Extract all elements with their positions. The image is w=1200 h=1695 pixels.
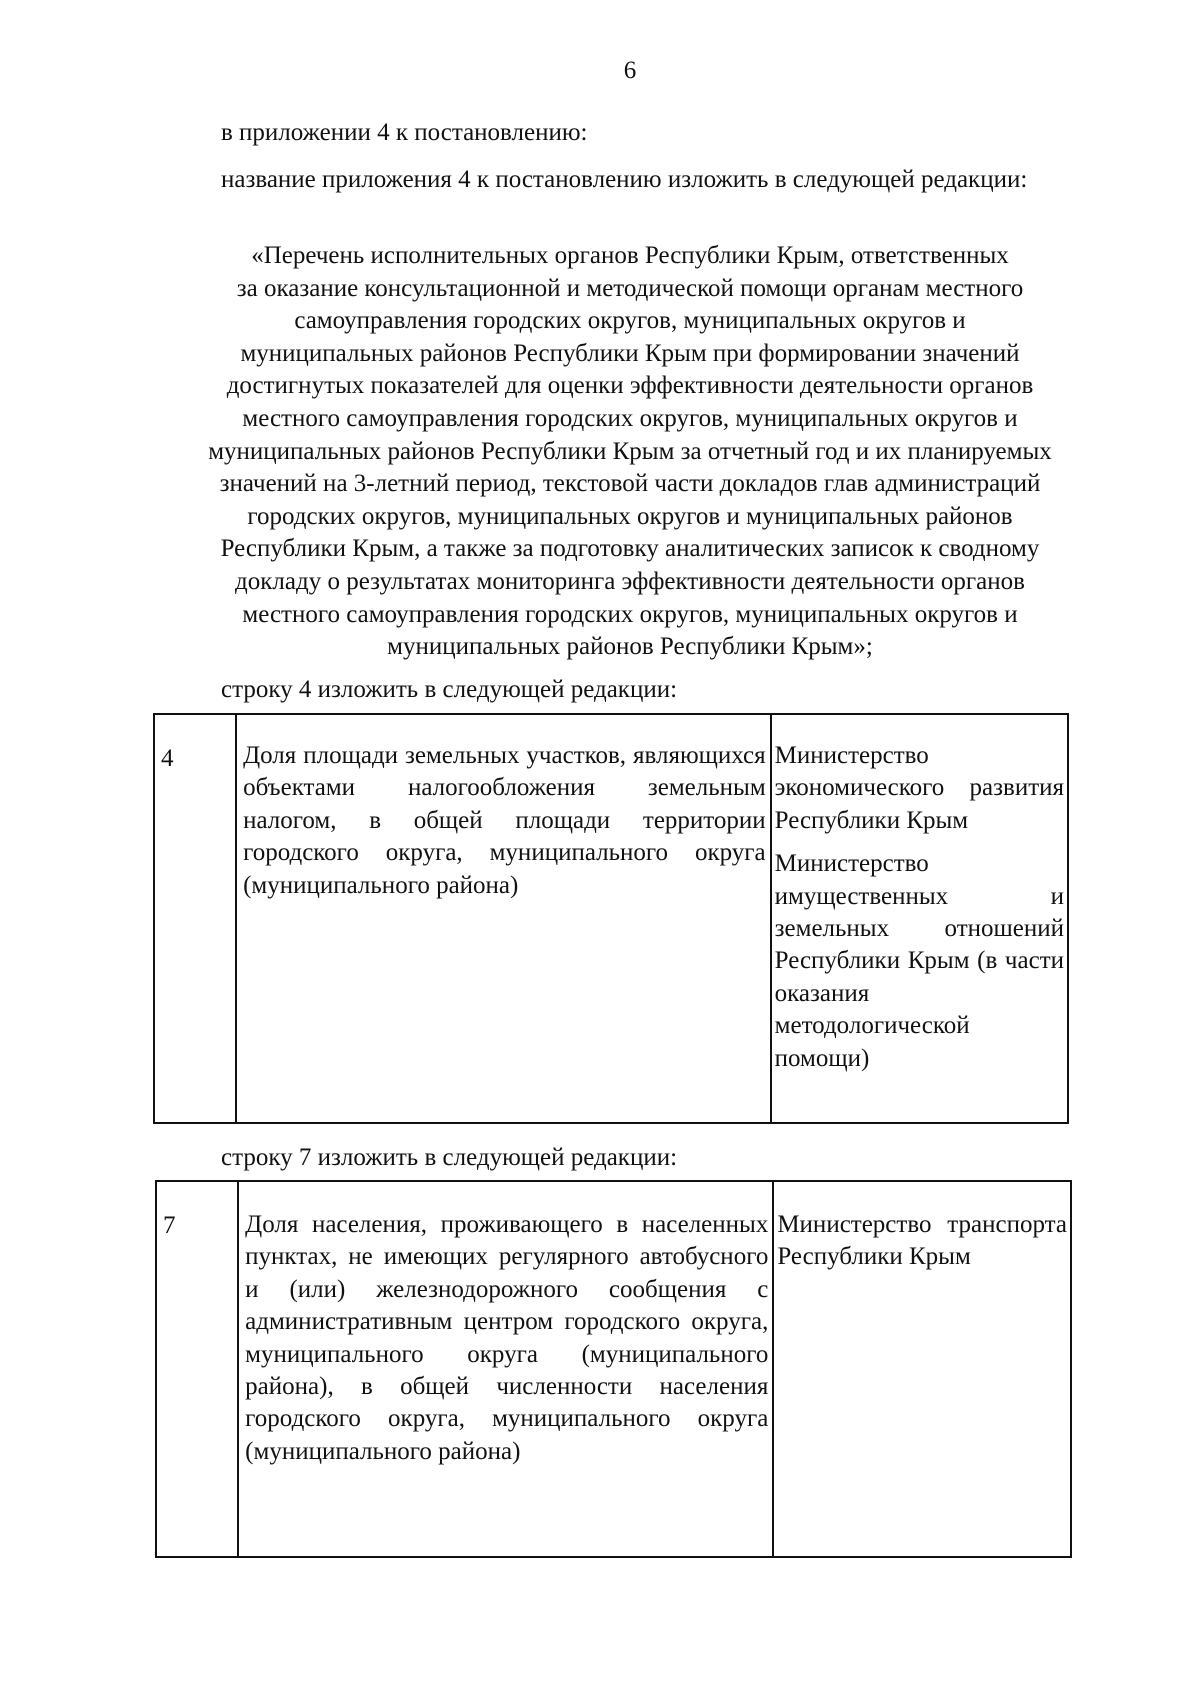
page-number: 6 [623,57,637,84]
rename-instruction-text: название приложения 4 к постановлению изложить в следующей редакции: [221,166,1028,193]
table-row [154,714,1068,1123]
responsible-ministry: Министерство имущественных и земельных отношений Республики Крым (в части оказания методологической помощи) [774,850,1064,1072]
indicator-cell [238,1181,773,1557]
responsible-ministry: Министерство транспорта Республики Крым [777,1211,1067,1271]
row-number-cell [156,1181,238,1557]
appendix-new-title [150,240,1110,664]
title-line: городских округов, муниципальных округов и муниципальных районов [247,502,1013,530]
indicator-text: Доля населения, проживающего в населенных пунктах, не имеющих регулярного автобусного и (или) железнодорожного сообщения с административным центром городского округа, муниципального округа (муниципального района), в общей численности населения городского округа, муниципального округа (муниципального района) [245,1211,769,1465]
title-line: муниципальных районов Республики Крым за отчетный год и их планируемых [208,437,1052,465]
row-number: 4 [161,745,174,772]
title-line: достигнутых показателей для оценки эффективности деятельности органов [226,372,1034,400]
title-line: муниципальных районов Республики Крым»; [387,633,873,661]
indicator-cell [236,714,771,1123]
title-line: докладу о результатах мониторинга эффективности деятельности органов [235,567,1025,595]
row-7-table [155,1180,1072,1558]
title-line: «Перечень исполнительных органов Республики Крым, ответственных [251,242,1009,269]
rename-instruction [152,164,1102,196]
table-row [156,1181,1071,1557]
title-line: Республики Крым, а также за подготовку аналитических записок к сводному [220,535,1040,563]
intro-line: в приложении 4 к постановлению: [221,119,588,146]
responsible-cell [773,1181,1071,1557]
title-line: за оказание консультационной и методической помощи органам местного [236,274,1024,302]
title-line: муниципальных районов Республики Крым при формировании значений [240,339,1020,367]
responsible-cell [771,714,1068,1123]
responsible-ministry: Министерство экономического развития Республики Крым [774,742,1064,834]
title-line: значений на 3-летний период, текстовой части докладов глав администраций [219,470,1041,498]
title-line: местного самоуправления городских округов, муниципальных округов и [242,404,1018,432]
title-line: местного самоуправления городских округов, муниципальных округов и [242,600,1018,628]
row7-instruction: строку 7 изложить в следующей редакции: [221,1144,678,1171]
row-number: 7 [163,1212,176,1239]
row-number-cell [154,714,236,1123]
indicator-text: Доля площади земельных участков, являющихся объектами налогообложения земельным налогом, в общей площади территории городского округа, муниципального округа (муниципального района) [243,742,766,899]
row4-instruction: строку 4 изложить в следующей редакции: [221,676,678,703]
row-4-table [153,713,1069,1124]
title-line: самоуправления городских округов, муниципальных округов и [294,307,966,335]
